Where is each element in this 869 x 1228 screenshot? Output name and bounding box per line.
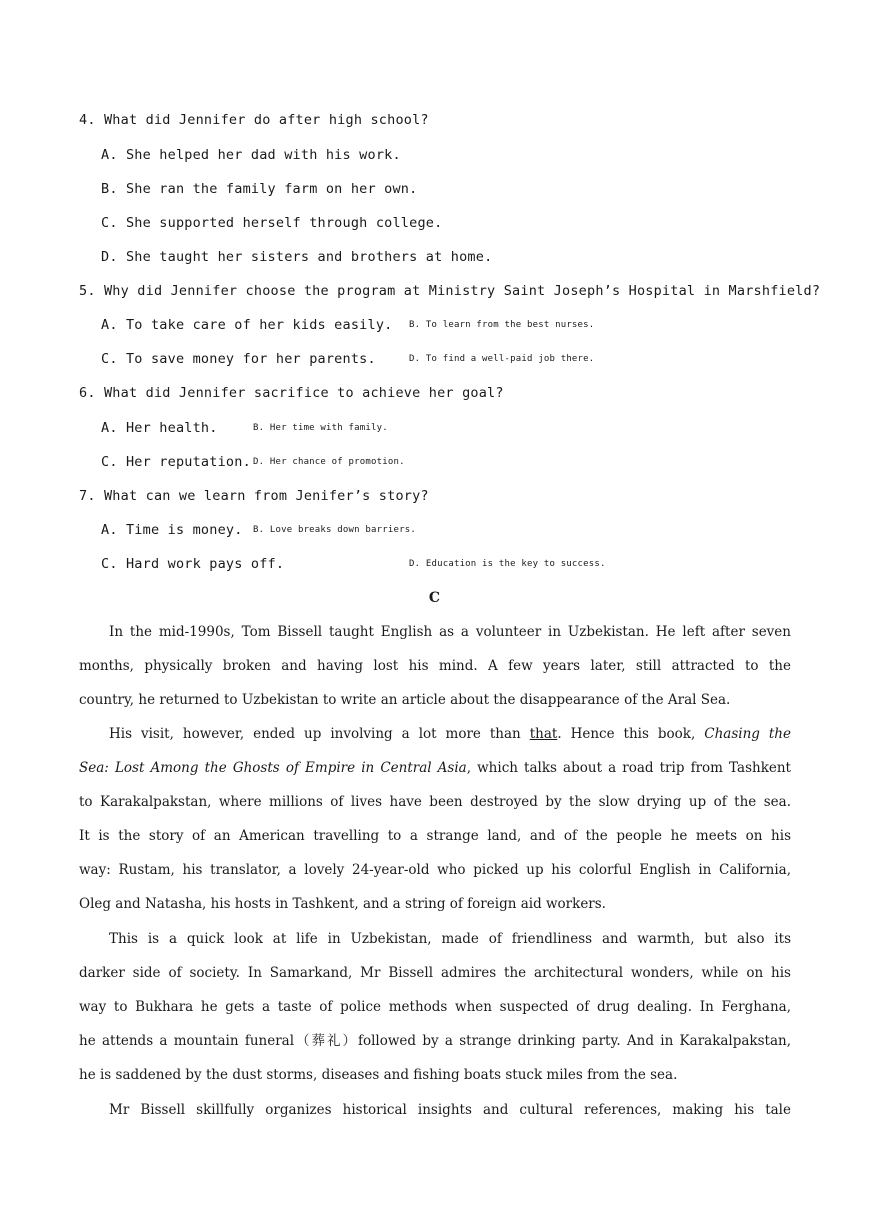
passage-line: he is saddened by the dust storms, diseases and fishing boats stuck miles from the sea. (79, 1067, 678, 1083)
passage-paragraph-4 (79, 1093, 791, 1127)
book-title-part-2: Sea: Lost Among the Ghosts of Empire in Central Asia (79, 760, 467, 776)
passage-line: country, he returned to Uzbekistan to write an article about the disappearance of the Aral Sea. (79, 692, 731, 708)
book-title-part-1: Chasing the (704, 726, 791, 742)
question-5-option-b: B. To learn from the best nurses. (409, 320, 595, 330)
question-4-option-a: A. She helped her dad with his work. (101, 147, 401, 163)
question-6-option-d: D. Her chance of promotion. (253, 457, 405, 467)
question-4-option-b: B. She ran the family farm on her own. (101, 181, 418, 197)
passage-text: , which talks about a road trip from Tashkent (466, 760, 791, 776)
passage-paragraph-3 (79, 922, 791, 1092)
question-7-option-a: A. Time is money. (101, 522, 243, 538)
question-5-stem: 5. Why did Jennifer choose the program at Ministry Saint Joseph’s Hospital in Marshfield? (79, 283, 821, 299)
question-6-option-b: B. Her time with family. (253, 423, 388, 433)
question-4-option-c: C. She supported herself through college. (101, 215, 443, 231)
passage-text: His visit, however, ended up involving a lot more than (109, 726, 530, 742)
passage-line: In the mid-1990s, Tom Bissell taught English as a volunteer in Uzbekistan. He left after seven (109, 624, 791, 640)
passage-line: to Karakalpakstan, where millions of lives have been destroyed by the slow drying up of the sea. (79, 794, 791, 810)
question-4-option-d: D. She taught her sisters and brothers at home. (101, 249, 493, 265)
question-5-option-a: A. To take care of her kids easily. (101, 317, 393, 333)
question-5-option-d: D. To find a well-paid job there. (409, 354, 595, 364)
passage-line: Oleg and Natasha, his hosts in Tashkent, and a string of foreign aid workers. (79, 896, 606, 912)
passage-line: darker side of society. In Samarkand, Mr Bissell admires the architectural wonders, while on his (79, 965, 791, 981)
question-4-stem: 4. What did Jennifer do after high school? (79, 112, 429, 128)
underlined-word: that (529, 726, 558, 742)
question-7-stem: 7. What can we learn from Jenifer’s story? (79, 488, 429, 504)
question-7-option-d: D. Education is the key to success. (409, 559, 606, 569)
passage-line: he attends a mountain funeral（葬礼）followed by a strange drinking party. And in Karakalpakstan, (79, 1033, 791, 1049)
passage-line: Mr Bissell skillfully organizes historical insights and cultural references, making his tale (109, 1102, 791, 1118)
question-6-stem: 6. What did Jennifer sacrifice to achieve her goal? (79, 385, 504, 401)
question-6-option-c: C. Her reputation. (101, 454, 251, 470)
question-6-option-a: A. Her health. (101, 420, 218, 436)
passage-paragraph-2 (79, 717, 791, 921)
passage-line (79, 751, 791, 785)
passage-paragraph-1 (79, 615, 791, 717)
passage-line: This is a quick look at life in Uzbekistan, made of friendliness and warmth, but also its (109, 931, 791, 947)
question-7-option-c: C. Hard work pays off. (101, 556, 285, 572)
passage-line: way: Rustam, his translator, a lovely 24-year-old who picked up his colorful English in California, (79, 862, 791, 878)
question-5-option-c: C. To save money for her parents. (101, 351, 376, 367)
passage-line: way to Bukhara he gets a taste of police methods when suspected of drug dealing. In Ferghana, (79, 999, 791, 1015)
passage-text: . Hence this book, (557, 726, 705, 742)
passage-line: It is the story of an American travelling to a strange land, and of the people he meets on his (79, 828, 791, 844)
passage-line (79, 717, 791, 751)
passage-line: months, physically broken and having lost his mind. A few years later, still attracted to the (79, 658, 791, 674)
question-7-option-b: B. Love breaks down barriers. (253, 525, 416, 535)
section-heading: C (428, 590, 441, 606)
